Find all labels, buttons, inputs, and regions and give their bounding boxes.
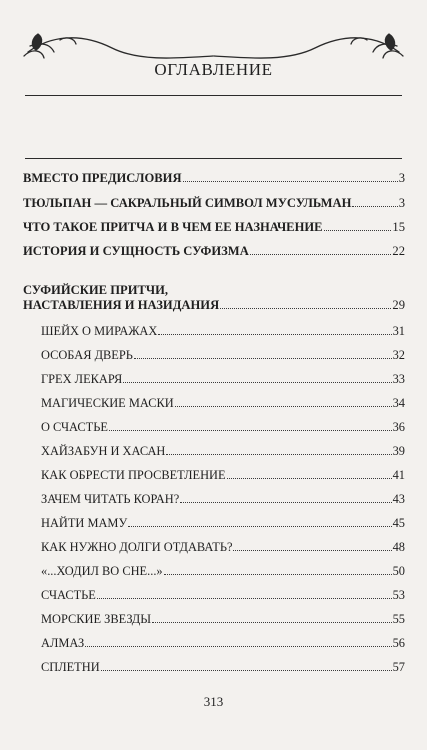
section-title-line2: НАСТАВЛЕНИЯ И НАЗИДАНИЯ	[23, 298, 220, 312]
toc-entry-foreword[interactable]: ВМЕСТО ПРЕДИСЛОВИЯ 3	[23, 171, 405, 185]
toc-sub-entry[interactable]: АЛМАЗ 56	[41, 636, 405, 650]
toc-sub-entry[interactable]: ЗАЧЕМ ЧИТАТЬ КОРАН? 43	[41, 492, 405, 506]
toc-sub-entry[interactable]: КАК НУЖНО ДОЛГИ ОТДАВАТЬ? 48	[41, 540, 405, 554]
toc-sub-entry[interactable]: НАЙТИ МАМУ 45	[41, 516, 405, 530]
toc-sub-entry[interactable]: «...ХОДИЛ ВО СНЕ...» 50	[41, 564, 405, 578]
toc-sub-entry[interactable]: КАК ОБРЕСТИ ПРОСВЕТЛЕНИЕ 41	[41, 468, 405, 482]
toc-sub-entry[interactable]: О СЧАСТЬЕ 36	[41, 420, 405, 434]
toc-sub-entry[interactable]: ХАЙЗАБУН И ХАСАН 39	[41, 444, 405, 458]
toc-entry-tulip[interactable]: ТЮЛЬПАН — САКРАЛЬНЫЙ СИМВОЛ МУСУЛЬМАН 3	[23, 196, 405, 210]
page-number: 313	[203, 694, 224, 709]
toc-sub-entry[interactable]: СЧАСТЬЕ 53	[41, 588, 405, 602]
toc-sub-entry[interactable]: ОСОБАЯ ДВЕРЬ 32	[41, 348, 405, 362]
section-page: 29	[392, 298, 405, 312]
toc-sub-entry[interactable]: МАГИЧЕСКИЕ МАСКИ 34	[41, 396, 405, 410]
section-title-line1: СУФИЙСКИЕ ПРИТЧИ,	[23, 283, 169, 297]
toc-section-sufi-parables[interactable]	[23, 283, 405, 313]
top-rule	[25, 95, 402, 96]
divider-rule	[25, 158, 402, 159]
toc-sub-entry[interactable]: ШЕЙХ О МИРАЖАХ 31	[41, 324, 405, 338]
toc-sub-entry[interactable]: ГРЕХ ЛЕКАРЯ 33	[41, 372, 405, 386]
toc-sub-entry[interactable]: МОРСКИЕ ЗВЕЗДЫ 55	[41, 612, 405, 626]
toc-title: ОГЛАВЛЕНИЕ	[154, 60, 273, 79]
toc-entry-parable[interactable]: ЧТО ТАКОЕ ПРИТЧА И В ЧЕМ ЕЕ НАЗНАЧЕНИЕ 15	[23, 220, 405, 234]
toc-entry-sufism-history[interactable]: ИСТОРИЯ И СУЩНОСТЬ СУФИЗМА 22	[23, 244, 405, 258]
toc-sub-entry[interactable]: СПЛЕТНИ 57	[41, 660, 405, 674]
